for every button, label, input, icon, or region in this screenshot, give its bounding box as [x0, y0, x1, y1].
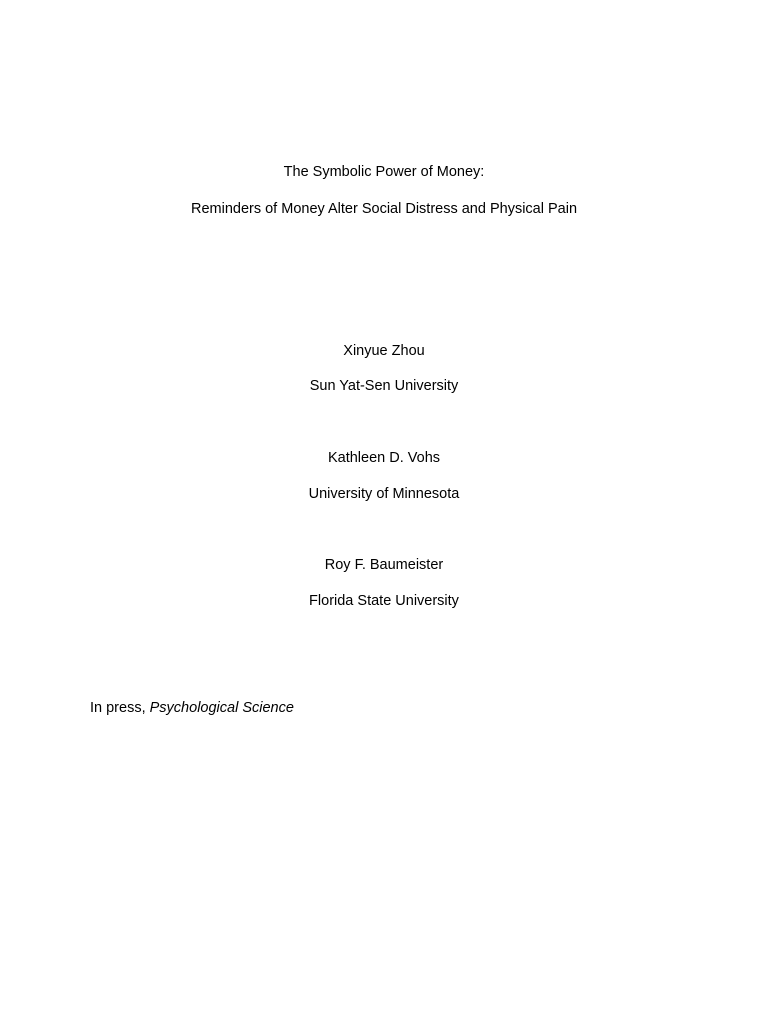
publication-status-prefix: In press, — [90, 700, 150, 716]
paper-title-line-2: Reminders of Money Alter Social Distress and Physical Pain — [190, 201, 578, 217]
author-name-1: Xinyue Zhou — [343, 343, 425, 359]
author-affiliation-3: Florida State University — [309, 593, 459, 609]
author-name-2: Kathleen D. Vohs — [327, 450, 441, 466]
author-affiliation-2: University of Minnesota — [308, 486, 460, 502]
author-name-3: Roy F. Baumeister — [324, 557, 444, 573]
author-affiliation-1: Sun Yat-Sen University — [309, 378, 459, 394]
paper-title-line-1: The Symbolic Power of Money: — [283, 164, 485, 180]
journal-name: Psychological Science — [149, 700, 294, 716]
publication-status — [90, 699, 294, 717]
